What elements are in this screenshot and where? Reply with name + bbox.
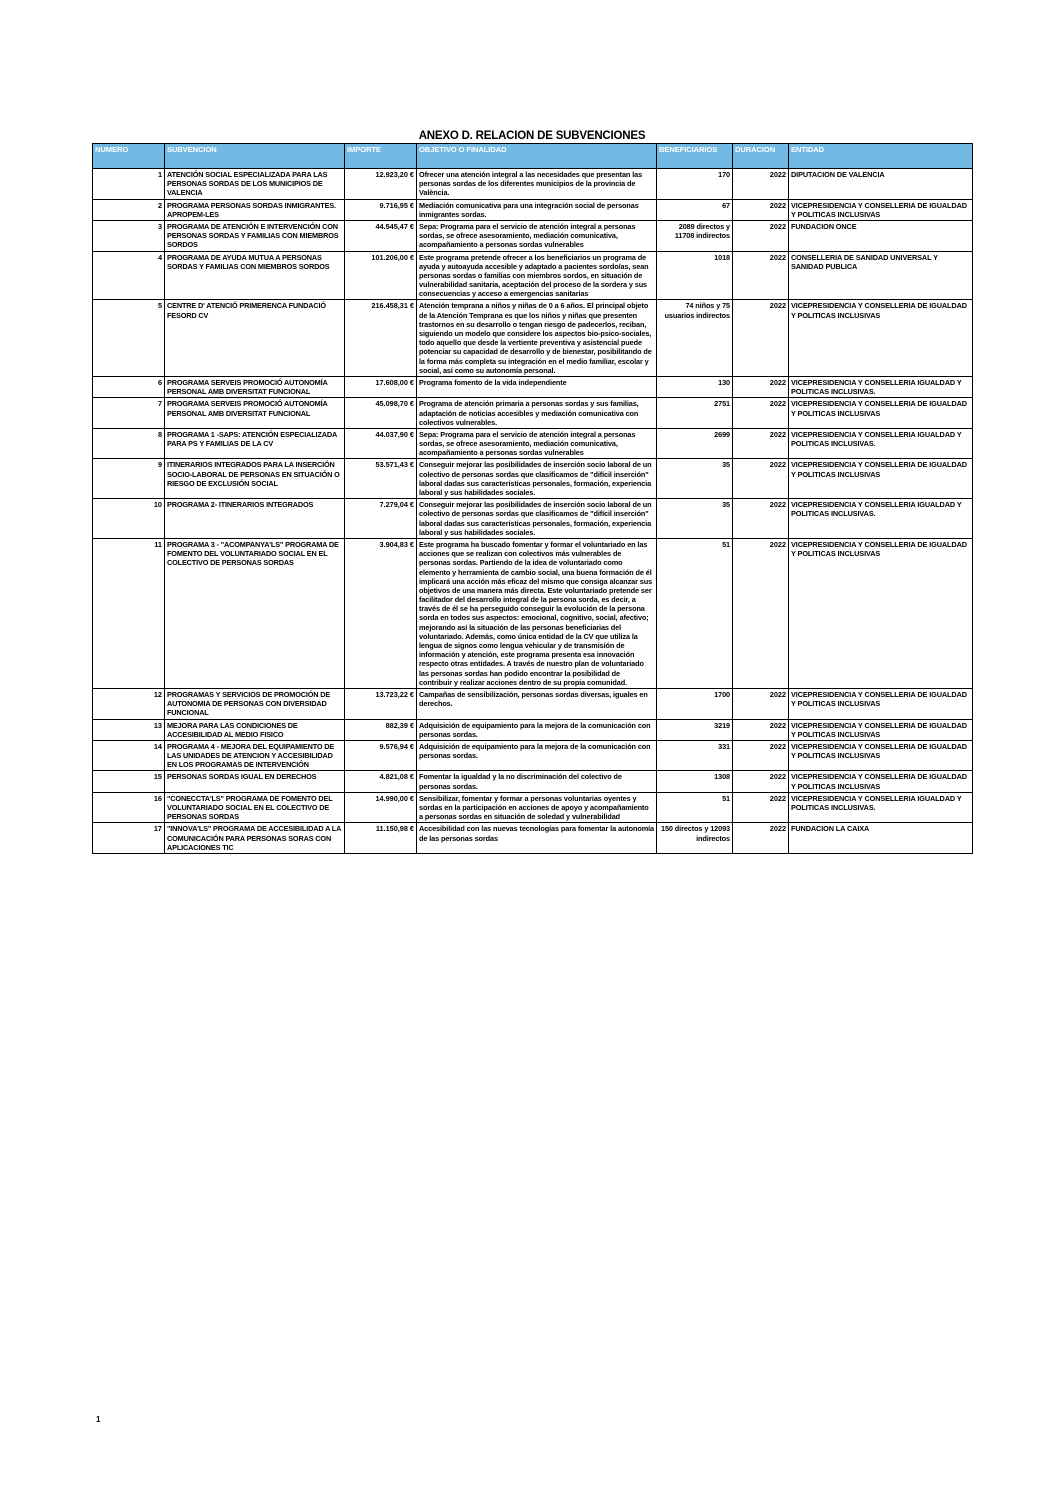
cell-duracion: 2022 (733, 376, 789, 397)
cell-beneficiarios: 170 (657, 169, 733, 200)
table-row (93, 300, 973, 377)
cell-numero: 16 (93, 792, 165, 823)
subsidies-table (92, 143, 973, 854)
cell-entidad: VICEPRESIDENCIA Y CONSELLERIA DE IGUALDAD Y POLITICAS INCLUSIVAS (789, 459, 973, 499)
cell-subvencion: "INNOVA'LS" PROGRAMA DE ACCESIBILIDAD A LA COMUNICACIÓN PARA PERSONAS SORAS CON APLICACIONES TIC (165, 823, 345, 854)
cell-numero: 3 (93, 220, 165, 251)
column-header-beneficiarios: BENEFICIARIOS (657, 144, 733, 169)
table-row (93, 538, 973, 688)
cell-numero: 5 (93, 300, 165, 377)
cell-duracion: 2022 (733, 220, 789, 251)
cell-subvencion: PROGRAMA 2- ITINERARIOS INTEGRADOS (165, 499, 345, 539)
cell-numero: 2 (93, 199, 165, 220)
cell-numero: 9 (93, 459, 165, 499)
cell-entidad: DIPUTACION DE VALENCIA (789, 169, 973, 200)
cell-numero: 7 (93, 398, 165, 429)
table-row (93, 169, 973, 200)
cell-entidad: VICEPRESIDENCIA Y CONSELLERIA IGUALDAD Y POLITICAS INCLUSIVAS. (789, 428, 973, 459)
table-row (93, 688, 973, 719)
cell-entidad: VICEPRESIDENCIA Y CONSELLERIA DE IGUALDAD Y POLITICAS INCLUSIVAS (789, 719, 973, 740)
cell-numero: 6 (93, 376, 165, 397)
column-header-entidad: ENTIDAD (789, 144, 973, 169)
cell-duracion: 2022 (733, 499, 789, 539)
cell-importe: 216.458,31 € (345, 300, 417, 377)
table-row (93, 398, 973, 429)
cell-objetivo: Mediación comunicativa para una integración social de personas inmigrantes sordas. (417, 199, 657, 220)
column-header-numero: NUMERO (93, 144, 165, 169)
table-row (93, 220, 973, 251)
cell-subvencion: PROGRAMA SERVEIS PROMOCIÓ AUTONOMÍA PERSONAL AMB DIVERSITAT FUNCIONAL (165, 376, 345, 397)
cell-numero: 1 (93, 169, 165, 200)
cell-duracion: 2022 (733, 199, 789, 220)
cell-importe: 3.904,83 € (345, 538, 417, 688)
cell-objetivo: Sepa: Programa para el servicio de atención integral a personas sordas, se ofrece asesoramiento, mediación comunicativa, acompañamiento a personas sordas vulnerables (417, 220, 657, 251)
cell-numero: 15 (93, 771, 165, 792)
cell-subvencion: PROGRAMA DE AYUDA MUTUA A PERSONAS SORDAS Y FAMILIAS CON MIEMBROS SORDOS (165, 251, 345, 300)
cell-importe: 11.150,98 € (345, 823, 417, 854)
table-row (93, 740, 973, 771)
cell-objetivo: Adquisición de equipamiento para la mejora de la comunicación con personas sordas. (417, 740, 657, 771)
table-row (93, 771, 973, 792)
cell-objetivo: Programa fomento de la vida independiente (417, 376, 657, 397)
cell-subvencion: PROGRAMA 3 - "ACOMPANYA'LS" PROGRAMA DE FOMENTO DEL VOLUNTARIADO SOCIAL EN EL COLECTIVO DE PERSONAS SORDAS (165, 538, 345, 688)
cell-importe: 44.037,90 € (345, 428, 417, 459)
table-row (93, 251, 973, 300)
cell-entidad: CONSELLERIA DE SANIDAD UNIVERSAL Y SANIDAD PUBLICA (789, 251, 973, 300)
cell-numero: 10 (93, 499, 165, 539)
cell-beneficiarios: 35 (657, 459, 733, 499)
cell-objetivo: Ofrecer una atención integral a las necesidades que presentan las personas sordas de los diferentes municipios de la provincia de València. (417, 169, 657, 200)
column-header-duracion: DURACION (733, 144, 789, 169)
table-row (93, 459, 973, 499)
table-row (93, 376, 973, 397)
cell-importe: 44.545,47 € (345, 220, 417, 251)
cell-beneficiarios: 2751 (657, 398, 733, 429)
cell-importe: 101.206,00 € (345, 251, 417, 300)
cell-subvencion: ATENCIÓN SOCIAL ESPECIALIZADA PARA LAS PERSONAS SORDAS DE LOS MUNICIPIOS DE VALENCIA (165, 169, 345, 200)
cell-beneficiarios: 331 (657, 740, 733, 771)
column-header-objetivo: OBJETIVO O FINALIDAD (417, 144, 657, 169)
cell-importe: 45.098,70 € (345, 398, 417, 429)
cell-numero: 14 (93, 740, 165, 771)
cell-entidad: VICEPRESIDENCIA Y CONSELLERIA DE IGUALDAD Y POLITICAS INCLUSIVAS (789, 538, 973, 688)
cell-importe: 14.990,00 € (345, 792, 417, 823)
cell-beneficiarios: 51 (657, 538, 733, 688)
cell-subvencion: PROGRAMA DE ATENCIÓN E INTERVENCIÓN CON PERSONAS SORDAS Y FAMILIAS CON MIEMBROS SORDOS (165, 220, 345, 251)
cell-duracion: 2022 (733, 719, 789, 740)
cell-duracion: 2022 (733, 459, 789, 499)
cell-numero: 8 (93, 428, 165, 459)
cell-importe: 17.608,00 € (345, 376, 417, 397)
cell-beneficiarios: 130 (657, 376, 733, 397)
cell-beneficiarios: 150 directos y 12093 indirectos (657, 823, 733, 854)
cell-subvencion: PROGRAMA PERSONAS SORDAS INMIGRANTES. APROPEM-LES (165, 199, 345, 220)
cell-importe: 9.716,95 € (345, 199, 417, 220)
cell-entidad: VICEPRESIDENCIA Y CONSELLERIA DE IGUALDAD Y POLITICAS INCLUSIVAS (789, 771, 973, 792)
cell-duracion: 2022 (733, 823, 789, 854)
cell-objetivo: Campañas de sensibilización, personas sordas diversas, iguales en derechos. (417, 688, 657, 719)
cell-numero: 11 (93, 538, 165, 688)
cell-entidad: VICEPRESIDENCIA Y CONSELLERIA DE IGUALDAD Y POLITICAS INCLUSIVAS (789, 398, 973, 429)
cell-importe: 7.279,04 € (345, 499, 417, 539)
cell-duracion: 2022 (733, 688, 789, 719)
table-row (93, 823, 973, 854)
cell-beneficiarios: 2089 directos y 11708 indirectos (657, 220, 733, 251)
cell-duracion: 2022 (733, 792, 789, 823)
cell-beneficiarios: 2699 (657, 428, 733, 459)
cell-subvencion: PROGRAMA SERVEIS PROMOCIÓ AUTONOMÍA PERSONAL AMB DIVERSITAT FUNCIONAL (165, 398, 345, 429)
cell-entidad: VICEPRESIDENCIA Y CONSELLERIA IGUALDAD Y POLITICAS INCLUSIVAS. (789, 376, 973, 397)
cell-subvencion: ITINERARIOS INTEGRADOS PARA LA INSERCIÓN SOCIO-LABORAL DE PERSONAS EN SITUACIÓN O RIESGO DE EXCLUSIÓN SOCIAL (165, 459, 345, 499)
cell-entidad: FUNDACION LA CAIXA (789, 823, 973, 854)
cell-subvencion: PROGRAMA 4 - MEJORA DEL EQUIPAMIENTO DE LAS UNIDADES DE ATENCION Y ACCESIBILIDAD EN LOS PROGRAMAS DE INTERVENCIÓN (165, 740, 345, 771)
cell-beneficiarios: 1018 (657, 251, 733, 300)
cell-duracion: 2022 (733, 300, 789, 377)
cell-importe: 4.821,08 € (345, 771, 417, 792)
cell-objetivo: Este programa ha buscado fomentar y formar el voluntariado en las acciones que se realizan con colectivos más vulnerables de personas sordas. Partiendo de la idea de voluntariado como elemento y herramienta de cambio social, una buena formación de él implicará una acción más eficaz del mismo que consiga alcanzar sus objetivos de una manera más directa. Este voluntariado pretende ser facilitador del desarrollo integral de la persona sorda, es decir, a través de él se ha perseguido conseguir la evolución de la persona sorda en todos sus aspectos: emocional, cognitivo, social, afectivo; mejorando así la situación de las personas beneficiarias del voluntariado. Además, como única entidad de la CV que utiliza la lengua de signos como lengua vehicular y de transmisión de información y atención, este programa presenta esa innovación respecto otras entidades. A través de nuestro plan de voluntariado las personas sordas han podido encontrar la posibilidad de contribuir y realizar acciones dentro de su propia comunidad. (417, 538, 657, 688)
cell-numero: 4 (93, 251, 165, 300)
cell-entidad: VICEPRESIDENCIA Y CONSELLERIA IGUALDAD Y POLITICAS INCLUSIVAS. (789, 792, 973, 823)
cell-subvencion: MEJORA PARA LAS CONDICIONES DE ACCESIBILIDAD AL MEDIO FISICO (165, 719, 345, 740)
table-row (93, 428, 973, 459)
cell-entidad: FUNDACION ONCE (789, 220, 973, 251)
cell-entidad: VICEPRESIDENCIA Y CONSELLERIA IGUALDAD Y POLITICAS INCLUSIVAS. (789, 499, 973, 539)
table-row (93, 792, 973, 823)
cell-beneficiarios: 1308 (657, 771, 733, 792)
cell-beneficiarios: 1700 (657, 688, 733, 719)
cell-objetivo: Sensibilizar, fomentar y formar a personas voluntarias oyentes y sordas en la participación en acciones de apoyo y acompañamiento a personas sordas en situación de soledad y vulnerabilidad (417, 792, 657, 823)
cell-objetivo: Sepa: Programa para el servicio de atención integral a personas sordas, se ofrece asesoramiento, mediación comunicativa, acompañamiento a personas sordas vulnerables (417, 428, 657, 459)
cell-duracion: 2022 (733, 169, 789, 200)
cell-importe: 882,39 € (345, 719, 417, 740)
cell-importe: 53.571,43 € (345, 459, 417, 499)
cell-duracion: 2022 (733, 538, 789, 688)
cell-objetivo: Adquisición de equipamiento para la mejora de la comunicación con personas sordas. (417, 719, 657, 740)
cell-duracion: 2022 (733, 740, 789, 771)
page-number: 1 (96, 1415, 101, 1424)
column-header-subvencion: SUBVENCION (165, 144, 345, 169)
cell-duracion: 2022 (733, 771, 789, 792)
table-row (93, 719, 973, 740)
cell-objetivo: Atención temprana a niños y niñas de 0 a 6 años. El principal objeto de la Atención Temprana es que los niños y niñas que presenten trastornos en su desarrollo o tengan riesgo de padecerlos, reciban, siguiendo un modelo que considere los aspectos bio-psico-sociales, todo aquello que desde la vertiente preventiva y asistencial puede potenciar su capacidad de desarrollo y de bienestar, posibilitando de la forma más completa su integración en el medio familiar, escolar y social, así como su autonomía personal. (417, 300, 657, 377)
cell-objetivo: Conseguir mejorar las posibilidades de inserción socio laboral de un colectivo de personas sordas que clasificamos de "difícil inserción" laboral dadas sus características personales, formación, experiencia laboral y sus habilidades sociales. (417, 459, 657, 499)
cell-beneficiarios: 74 niños y 75 usuarios indirectos (657, 300, 733, 377)
cell-importe: 13.723,22 € (345, 688, 417, 719)
cell-beneficiarios: 51 (657, 792, 733, 823)
table-row (93, 499, 973, 539)
cell-numero: 13 (93, 719, 165, 740)
cell-numero: 12 (93, 688, 165, 719)
table-header-row (93, 144, 973, 169)
cell-entidad: VICEPRESIDENCIA Y CONSELLERIA DE IGUALDAD Y POLITICAS INCLUSIVAS (789, 688, 973, 719)
cell-beneficiarios: 3219 (657, 719, 733, 740)
cell-entidad: VICEPRESIDENCIA Y CONSELLERIA DE IGUALDAD Y POLITICAS INCLUSIVAS (789, 740, 973, 771)
cell-subvencion: CENTRE D' ATENCIÓ PRIMERENCA FUNDACIÓ FESORD CV (165, 300, 345, 377)
cell-objetivo: Conseguir mejorar las posibilidades de inserción socio laboral de un colectivo de personas sordas que clasificamos de "difícil inserción" laboral dadas sus características personales, formación, experiencia laboral y sus habilidades sociales. (417, 499, 657, 539)
cell-objetivo: Fomentar la igualdad y la no discriminación del colectivo de personas sordas. (417, 771, 657, 792)
cell-duracion: 2022 (733, 251, 789, 300)
cell-numero: 17 (93, 823, 165, 854)
cell-duracion: 2022 (733, 428, 789, 459)
cell-subvencion: PROGRAMA 1 -SAPS: ATENCIÓN ESPECIALIZADA PARA PS Y FAMILIAS DE LA CV (165, 428, 345, 459)
cell-importe: 9.576,94 € (345, 740, 417, 771)
table-row (93, 199, 973, 220)
cell-beneficiarios: 35 (657, 499, 733, 539)
page-title: ANEXO D. RELACION DE SUBVENCIONES (418, 130, 646, 142)
cell-objetivo: Accesibilidad con las nuevas tecnologías para fomentar la autonomía de las personas sordas (417, 823, 657, 854)
cell-subvencion: PROGRAMAS Y SERVICIOS DE PROMOCIÓN DE AUTONOMIA DE PERSONAS CON DIVERSIDAD FUNCIONAL (165, 688, 345, 719)
cell-objetivo: Programa de atención primaria a personas sordas y sus familias, adaptación de noticias accesibles y mediación comunicativa con colectivos vulnerables. (417, 398, 657, 429)
cell-beneficiarios: 67 (657, 199, 733, 220)
cell-importe: 12.923,20 € (345, 169, 417, 200)
cell-entidad: VICEPRESIDENCIA Y CONSELLERIA DE IGUALDAD Y POLITICAS INCLUSIVAS (789, 199, 973, 220)
cell-objetivo: Este programa pretende ofrecer a los beneficiarios un programa de ayuda y autoayuda accesible y adaptado a pacientes sordo/as, sean personas sordas o familias con miembros sordos, en situación de vulnerabilidad sanitaria, aceptación del proceso de la sordera y sus consecuencias y acceso a emergencias sanitarias (417, 251, 657, 300)
cell-entidad: VICEPRESIDENCIA Y CONSELLERIA DE IGUALDAD Y POLITICAS INCLUSIVAS (789, 300, 973, 377)
cell-subvencion: "CONECCTA'LS" PROGRAMA DE FOMENTO DEL VOLUNTARIADO SOCIAL EN EL COLECTIVO DE PERSONAS SORDAS (165, 792, 345, 823)
column-header-importe: IMPORTE (345, 144, 417, 169)
cell-duracion: 2022 (733, 398, 789, 429)
cell-subvencion: PERSONAS SORDAS IGUAL EN DERECHOS (165, 771, 345, 792)
